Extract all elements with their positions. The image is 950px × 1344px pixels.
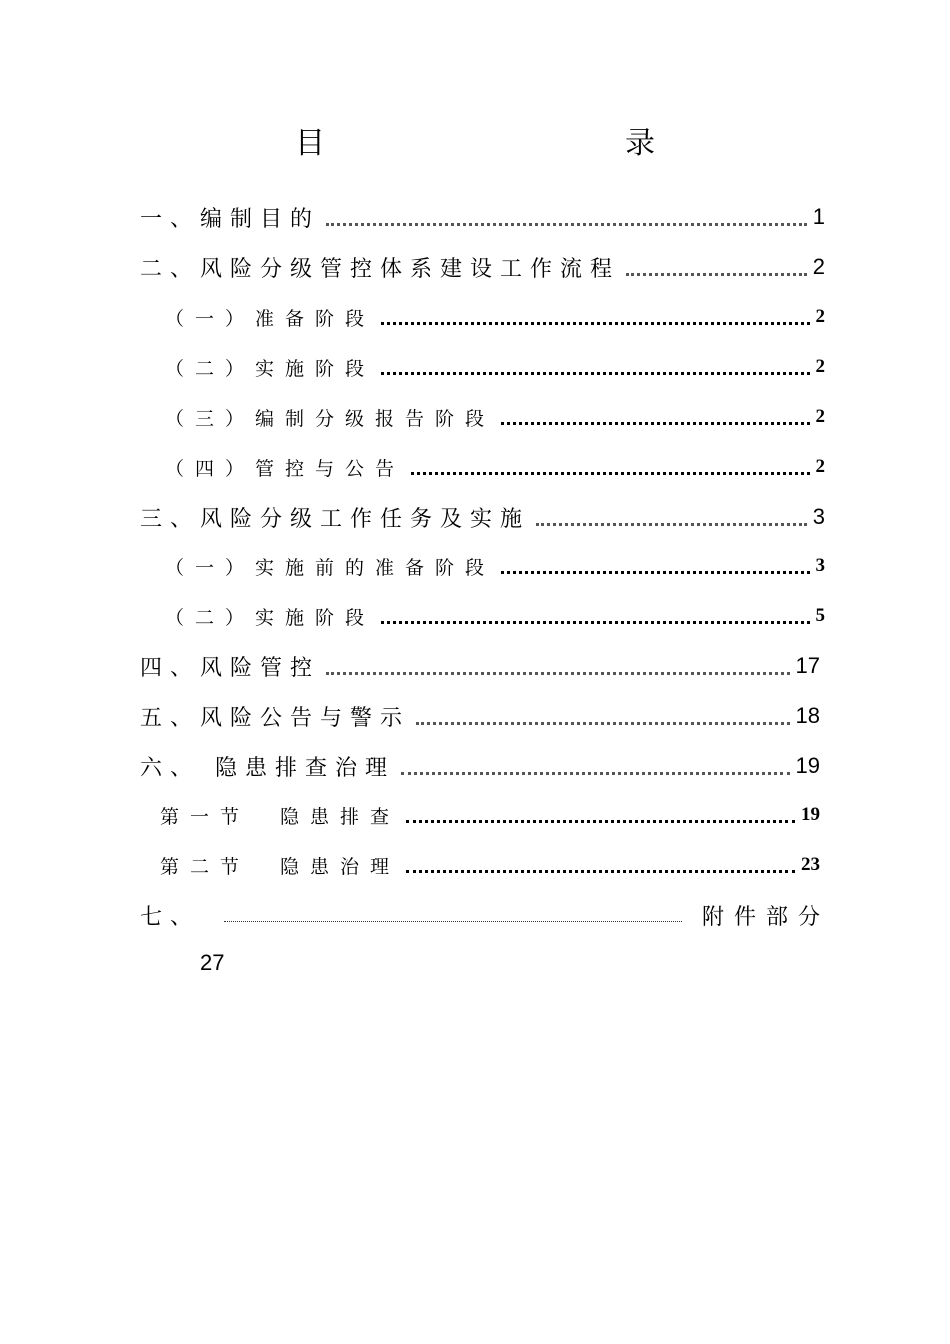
dot-leader — [381, 322, 809, 325]
toc-entry-label: 四、风险管控 — [140, 655, 321, 681]
toc-entry-label: （一）实施前的准备阶段 — [165, 556, 496, 579]
toc-entry-label: （三）编制分级报告阶段 — [165, 407, 496, 430]
toc-entry-label: （二）实施阶段 — [165, 606, 376, 629]
dot-leader — [416, 722, 790, 725]
dot-leader — [224, 921, 682, 922]
toc-entry-page: 18 — [795, 703, 820, 728]
toc-entry-label: （四）管控与公告 — [165, 457, 406, 480]
toc-entry-label: 七、 — [140, 904, 201, 930]
dot-leader — [401, 772, 790, 775]
toc-entry-page: 2 — [815, 306, 825, 327]
toc-section-number: 第一节 — [160, 805, 251, 828]
toc-entry-label: 六、 隐患排查治理 — [140, 755, 395, 781]
toc-entry-page: 2 — [815, 456, 825, 477]
dot-leader — [536, 523, 807, 526]
toc-entry-label: 隐患治理 — [280, 855, 401, 878]
dot-leader — [381, 621, 809, 624]
toc-entry-label: 五、风险公告与警示 — [140, 705, 411, 731]
toc-entry-page: 27 — [200, 950, 225, 975]
toc-subentry[interactable] — [165, 400, 825, 434]
toc-entry-label: 一、编制目的 — [140, 206, 321, 232]
toc-entry-page: 3 — [812, 504, 825, 529]
toc-entry-page: 2 — [812, 254, 825, 279]
toc-entry-page: 19 — [801, 804, 820, 825]
dot-leader — [501, 422, 809, 425]
toc-entry-page: 1 — [812, 204, 825, 229]
dot-leader — [381, 372, 809, 375]
toc-entry[interactable] — [140, 250, 825, 284]
toc-entry-label: 二、风险分级管控体系建设工作流程 — [140, 256, 621, 282]
toc-entry-page: 5 — [815, 605, 825, 626]
toc-subentry[interactable] — [165, 350, 825, 384]
dot-leader — [406, 870, 795, 873]
toc-subentry[interactable] — [165, 450, 825, 484]
toc-entry-page: 2 — [815, 406, 825, 427]
toc-section[interactable] — [160, 848, 820, 882]
toc-entry-label-tail: 附件部分 — [701, 904, 830, 930]
toc-entry-label: 三、风险分级工作任务及实施 — [140, 506, 531, 532]
dot-leader — [326, 223, 807, 226]
toc-entry[interactable] — [140, 699, 820, 733]
toc-title: 目 录 — [295, 126, 735, 161]
toc-entry[interactable] — [140, 649, 820, 683]
toc-entry[interactable] — [140, 898, 830, 932]
toc-entry-page: 19 — [795, 753, 820, 778]
dot-leader — [626, 273, 807, 276]
dot-leader — [411, 472, 809, 475]
toc-entry-page: 3 — [815, 555, 825, 576]
toc-entry[interactable] — [140, 200, 825, 234]
toc-subentry[interactable] — [165, 300, 825, 334]
dot-leader — [406, 820, 795, 823]
toc-entry-page: 23 — [801, 854, 820, 875]
toc-section[interactable] — [160, 798, 820, 832]
dot-leader — [501, 571, 809, 574]
toc-entry[interactable] — [140, 749, 820, 783]
toc-entry[interactable] — [140, 500, 825, 534]
toc-subentry[interactable] — [165, 599, 825, 633]
toc-entry-label: （二）实施阶段 — [165, 357, 376, 380]
dot-leader — [326, 672, 790, 675]
toc-entry-label: （一）准备阶段 — [165, 307, 376, 330]
toc-entry-page: 17 — [795, 653, 820, 678]
toc-subentry[interactable] — [165, 549, 825, 583]
toc-section-number: 第二节 — [160, 855, 251, 878]
toc-entry-label: 隐患排查 — [280, 805, 401, 828]
toc-entry-page: 2 — [815, 356, 825, 377]
